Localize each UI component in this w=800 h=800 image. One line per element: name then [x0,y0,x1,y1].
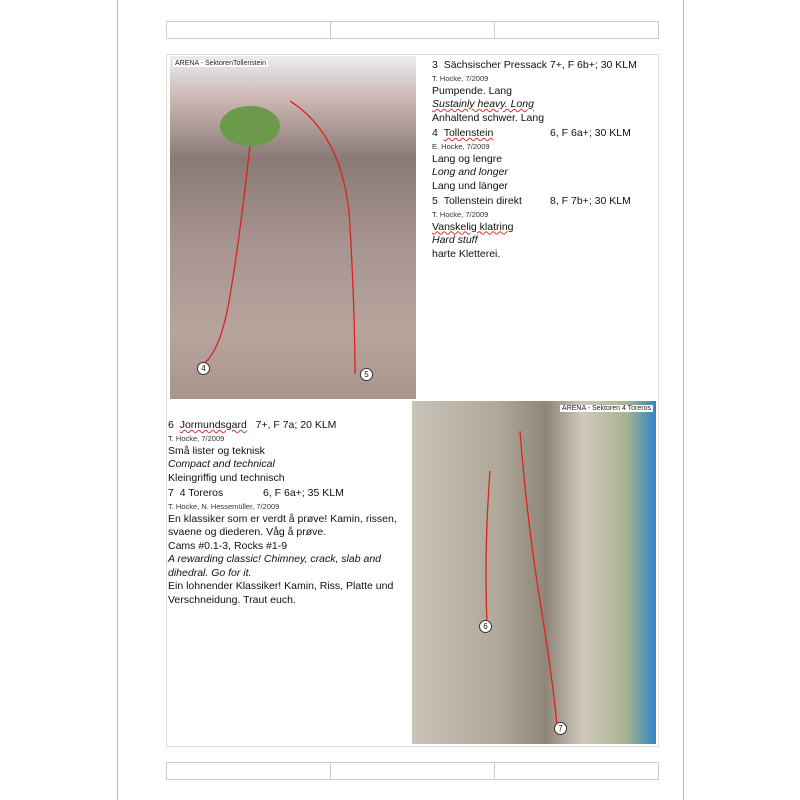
route-number: 7 [168,487,174,499]
route-author: T. Hocke, 7/2009 [432,73,489,83]
page-edge-left [117,0,118,800]
route-desc-de: harte Kletterei. [432,247,501,260]
topo-page [166,54,659,747]
route-desc-no: Små lister og teknisk [168,444,265,457]
page-edge-right [683,0,684,800]
route-name: Jormundsgard [179,419,247,431]
route-number: 3 [432,59,438,71]
route-desc-en: Hard stuff [432,234,478,246]
routes-6-7 [168,417,408,607]
route-desc-de: Ein lohnender Klassiker! Kamin, Riss, Platte und Verschneidung. Traut euch. [168,580,394,606]
route-desc-de: Kleingriffig und technisch [168,471,285,484]
routes-3-5 [432,57,657,261]
route-author: E. Hocke, 7/2009 [432,141,490,151]
photo-caption: ARENA - SektorenTollenstein [175,60,267,67]
route-number: 6 [168,419,174,431]
route-marker: 7 [554,722,567,735]
route-desc-de: Lang und länger [432,179,508,192]
photo-caption: ARENA - Sektoren 4 Toreros [562,405,651,412]
route-desc-no: Pumpende. Lang [432,84,512,97]
route-author: T. Hocke, 7/2009 [168,433,225,443]
route-desc-en: Compact and technical [168,458,275,470]
route-grade: 6, F 6a+; 35 KLM [263,487,344,499]
route-author: T. Hocke, 7/2009 [432,209,489,219]
route-marker: 4 [197,362,210,375]
route-desc-en: Sustainly heavy. Long [432,98,534,110]
route-desc-no: Vanskelig klatring [432,220,514,233]
header-table [166,21,659,39]
route-number: 5 [432,195,438,207]
route-grade: 6, F 6a+; 30 KLM [550,127,631,139]
route-desc-de: Anhaltend schwer. Lang [432,111,545,124]
route-desc-no: Lang og lengre [432,152,503,165]
route-name: 4 Toreros [179,487,224,499]
route-desc-no: En klassiker som er verdt å prøve! Kamin, rissen, svaene og diederen. Våg å prøve. [168,512,397,538]
route-desc-en: Long and longer [432,166,508,178]
tollenstein-photo [170,56,416,399]
toreros-photo [412,401,656,744]
route-grade: 7+, F 7a; 20 KLM [255,419,337,431]
route-name: Tollenstein [443,127,494,139]
route-desc-en: A rewarding classic! Chimney, crack, slab and dihedral. Go for it. [168,553,381,579]
route-grade: 7+, F 6b+; 30 KLM [549,59,637,71]
route-gear: Cams #0.1-3, Rocks #1-9 [168,539,288,552]
route-name: Sächsischer Pressack [443,59,547,71]
route-name: Tollenstein direkt [443,195,522,207]
route-author: T. Hocke, N. Hessemüller, 7/2009 [168,501,280,511]
footer-table [166,762,659,780]
route-marker: 5 [360,368,373,381]
route-grade: 8, F 7b+; 30 KLM [550,195,631,207]
route-number: 4 [432,127,438,139]
route-marker: 6 [479,620,492,633]
